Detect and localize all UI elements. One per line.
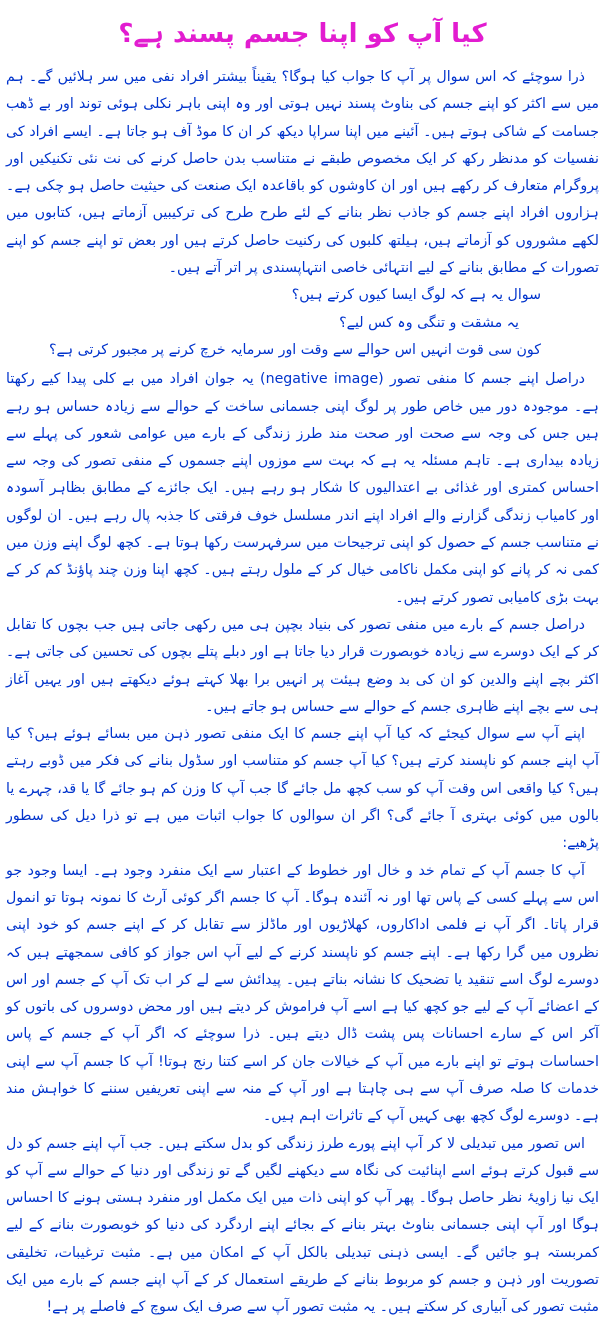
paragraph-change: اس تصور میں تبدیلی لا کر آپ اپنے پورے طرز زندگی کو بدل سکتے ہیں۔ جب آپ اپنے جسم کو دل سے قبول کرتے ہوئے اسے اپنائیت کی نگاہ سے دیکھنے لگیں گے تو زندگی اور دنیا کے حوالے سے آپ کو ایک نیا زاویۂ نظر حاصل ہوگا۔ پھر آپ کو اپنی ذات میں ایک مکمل اور منفرد ہستی ہونے کا احساس ہوگا اور آپ اپنی جسمانی بناوٹ بہتر بنانے کے بجائے اپنے اردگرد کی دنیا کو خوبصورت بنانے کے لیے کمربستہ ہو جائیں گے۔ ایسی ذہنی تبدیلی بالکل آپ کے امکان میں ہے۔ مثبت ترغیبات، تخلیقی تصوریت اور ذہن و جسم کو مربوط بنانے کے طریقے استعمال کر کے آپ اپنے جسم کے بارے میں ایک مثبت تصور کی آبیاری کر سکتے ہیں۔ یہ مثبت تصور آپ سے صرف ایک سوچ کے فاصلے پر ہے! <box>6 1135 599 1316</box>
paragraph-unique-body: آپ کا جسم آپ کے تمام خد و خال اور خطوط کے اعتبار سے ایک منفرد وجود ہے۔ ایسا وجود جو اس سے پہلے کسی کے پاس تھا اور نہ آئندہ ہوگا۔ آپ کا جسم اگر کوئی آرٹ کا نمونہ ہوتا تو انمول قرار پاتا۔ اگر آپ نے فلمی اداکاروں، کھلاڑیوں اور ماڈلز سے تقابل کر کے اپنے جسم کو خود اپنی نظروں میں گرا رکھا ہے۔ اپنے جسم کو ناپسند کرنے کے لیے آپ اس جواز کو کافی سمجھتے ہیں کہ دوسرے لوگ اسے تنقید یا تضحیک کا نشانہ بناتے ہیں۔ پیدائش سے لے کر اب تک آپ کے جسم اور اس کے اعضائے آپ کے لیے جو کچھ کیا ہے اسے آپ فراموش کر دیتے ہیں اور محض دوسروں کی باتوں کو آکر اس کے سارے احسانات پس پشت ڈال دیتے ہیں۔ ذرا سوچئے کہ اگر آپ کے جسم کے پاس احساسات ہوتے تو اپنے بارے میں آپ کے خیالات جان کر اسے کتنا رنج ہوتا! آپ کا جسم آپ سے اپنی خدمات کا صلہ صرف آپ سے ہی چاہتا ہے اور آپ کے منہ سے اپنی تعریفیں سننے کا خواہش مند ہے۔ دوسرے لوگ کچھ بھی کہیں آپ کے تاثرات اہم ہیں۔ <box>6 862 599 1125</box>
page-title: کیا آپ کو اپنا جسم پسند ہے؟ <box>118 19 487 49</box>
question-1: سوال یہ ہے کہ لوگ ایسا کیوں کرتے ہیں؟ <box>291 287 541 304</box>
question-2: یہ مشقت و تنگی وہ کس لیے؟ <box>339 314 519 331</box>
paragraph-self-questions: اپنے آپ سے سوال کیجئے کہ کیا آپ اپنے جسم کا ایک منفی تصور ذہن میں بسائے ہوئے ہیں؟ کیا آپ اپنے جسم کو ناپسند کرتے ہیں؟ کیا آپ جسم کو متناسب اور سڈول بنانے کی فکر میں ڈوبے رہتے ہیں؟ کیا واقعی اس وقت آپ کو سب کچھ مل جائے گا جب آپ کا وزن کم ہو جائے گا یا قد، چہرے یا بالوں میں کوئی بہتری آ جائے گی؟ اگر ان سوالوں کا جواب اثبات میں ہے تو ذرا دیل کی سطور پڑھیے: <box>6 726 599 852</box>
article-body <box>6 64 599 1322</box>
question-3: کون سی قوت انہیں اس حوالے سے وقت اور سرمایہ خرچ کرنے پر مجبور کرتی ہے؟ <box>49 341 541 358</box>
paragraph-negative-image: دراصل اپنے جسم کا منفی تصور (negative image) یہ جوان افراد میں بے کلی پیدا کیے رکھتا ہے۔ موجودہ دور میں خاص طور پر لوگ اپنی جسمانی ساخت کے حوالے سے زیادہ حساس ہو رہے ہیں جس کی وجہ سے صحت اور صحت مند طرز زندگی کے بارے میں عوامی شعور کی پہلے سے زیادہ بیداری ہے۔ تاہم مسئلہ یہ ہے کہ بہت سے موزوں اپنے جسموں کے منفی تصور کی وجہ سے احساس کمتری اور غذائی بے اعتدالیوں کا شکار ہو رہے ہیں۔ ایک جائزے کے مطابق بظاہر آسودہ اور کامیاب زندگی گزارنے والے افراد اپنے اندر مسلسل خوف فرقتی کا جذبہ پال رہے ہیں۔ ان لوگوں نے متناسب جسم کے حصول کو اپنی ترجیحات میں سرفہرست رکھا ہوتا ہے۔ کچھ لوگ اپنے وزن میں کمی نہ کر پانے کو اپنی مکمل ناکامی خیال کر کے ملول رہتے ہیں۔ کچھ اپنا وزن چند پاؤنڈ کم کر کے بہت بڑی کامیابی تصور کرتے ہیں۔ <box>6 371 599 606</box>
intro-paragraph: ذرا سوچئے کہ اس سوال پر آپ کا جواب کیا ہوگا؟ یقیناً بیشتر افراد نفی میں سر ہلائیں گے۔ ہم میں سے اکثر کو اپنے جسم کی بناوٹ پسند نہیں ہوتی اور وہ اپنی باہر نکلی ہوئی توند اور بے ڈھب جسامت کے شاکی ہوتے ہیں۔ آئینے میں اپنا سراپا دیکھ کر ان کا موڈ آف ہو جاتا ہے۔ ایسے افراد کی نفسیات کو مدنظر رکھ کر ایک مخصوص طبقے نے متناسب بدن حاصل کرنے کی نت نئی تکنیکیں اور پروگرام متعارف کر رکھے ہیں اور ان کاوشوں کو باقاعدہ ایک صنعت کی حیثیت حاصل ہو چکی ہے۔ ہزاروں افراد اپنے جسم کو جاذب نظر بنانے کے لئے طرح طرح کی ترکیبیں آزماتے ہیں، کتابوں میں لکھے مشوروں کو آزماتے ہیں، ہیلتھ کلبوں کی رکنیت حاصل کرتے ہیں اور بعض تو اپنے جسم کو اپنے تصورات کے مطابق بنانے کے لیے انتہائی خاصی انتہاپسندی پر اتر آتے ہیں۔ <box>6 69 599 277</box>
question-list <box>6 282 599 364</box>
paragraph-childhood: دراصل جسم کے بارے میں منفی تصور کی بنیاد بچپن ہی میں رکھی جاتی ہیں جب بچوں کا تقابل کر کے ایک دوسرے سے زیادہ خوبصورت قرار دیا جاتا ہے اور دبلے پتلے بچوں کی تحسین کی جاتی ہے۔ اکثر بچے اپنے والدین کو ان کی بد وضع ہیئت پر انہیں برا بھلا کہتے ہوئے دیکھتے ہیں اور یہیں آغاز ہی سے بچے اپنے ظاہری جسم کے حوالے سے حساس ہو جاتے ہیں۔ <box>6 616 599 715</box>
